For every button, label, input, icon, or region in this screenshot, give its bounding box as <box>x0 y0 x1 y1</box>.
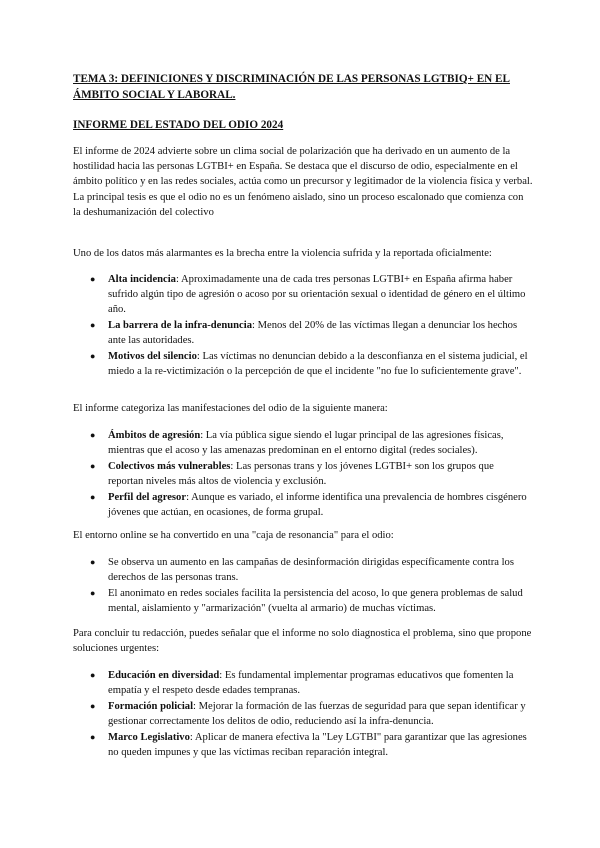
list-item: ● La barrera de la infra-denuncia: Menos del 20% de las víctimas llegan a denunciar los hechos ante las autoridades. <box>90 320 518 347</box>
bullet-icon: ● <box>90 430 96 440</box>
bullet-icon: ● <box>90 557 96 567</box>
list-item: ● Motivos del silencio: Las víctimas no denuncian debido a la desconfianza en el sistema judicial, el miedo a la re-victimización o la percepción de que el incidente "no fue lo suficientemente grave". <box>90 351 528 378</box>
list-item: ● Formación policial: Mejorar la formación de las fuerzas de seguridad para que sepan identificar y gestionar correctamente los delitos de odio, reduciendo así la infra-denuncia. <box>90 701 526 728</box>
manifestations-list <box>90 428 530 521</box>
intro-paragraph: El informe de 2024 advierte sobre un clima social de polarización que ha derivado en un aumento de la hostilidad hacia las personas LGTBI+ en España. Se destaca que el discurso de odio, especialmente en el ámbito político y en las redes sociales, actúa como un precursor y legitimador de la violencia física y verbal. La principal tesis es que el odio no es un fenómeno aislado, sino un proceso escalonado que comienza con la deshumanización del colectivo <box>73 146 533 218</box>
bullet-icon: ● <box>90 588 96 598</box>
list-item: ● Ámbitos de agresión: La vía pública sigue siendo el lugar principal de las agresiones físicas, mientras que el acoso y las amenazas predominan en el entorno digital (redes sociales). <box>90 430 504 457</box>
incidence-list <box>90 272 530 380</box>
bullet-icon: ● <box>90 670 96 680</box>
bullet-icon: ● <box>90 320 96 331</box>
categoriza-paragraph: El informe categoriza las manifestaciones del odio de la siguiente manera: <box>73 403 388 414</box>
online-list <box>90 555 530 617</box>
bullet-icon: ● <box>90 461 96 471</box>
list-item: ● Alta incidencia: Aproximadamente una de cada tres personas LGTBI+ en España afirma haber sufrido algún tipo de agresión o acoso por su orientación sexual o identidad de género en el último año. <box>90 274 526 316</box>
list-item: ● Colectivos más vulnerables: Las personas trans y los jóvenes LGTBI+ son los grupos que reportan niveles más altos de violencia y exclusión. <box>90 461 494 488</box>
concluir-paragraph: Para concluir tu redacción, puedes señalar que el informe no solo diagnostica el problema, sino que propone soluciones urgentes: <box>73 628 532 655</box>
online-paragraph: El entorno online se ha convertido en una "caja de resonancia" para el odio: <box>73 530 394 541</box>
document-title: TEMA 3: DEFINICIONES Y DISCRIMINACIÓN DE LAS PERSONAS LGTBIQ+ EN EL ÁMBITO SOCIAL Y LABORAL. <box>73 73 510 101</box>
list-item: ● Educación en diversidad: Es fundamental implementar programas educativos que fomenten la empatía y el respeto desde edades tempranas. <box>90 670 514 697</box>
bullet-icon: ● <box>90 732 96 742</box>
bullet-icon: ● <box>90 492 96 502</box>
list-item: ● El anonimato en redes sociales facilita la persistencia del acoso, lo que genera problemas de salud mental, aislamiento y "armarización" (vuelta al armario) de muchas víctimas. <box>90 588 523 615</box>
bullet-icon: ● <box>90 274 96 284</box>
list-item: ● Marco Legislativo: Aplicar de manera efectiva la "Ley LGTBI" para garantizar que las agresiones no queden impunes y que las víctimas reciban reparación integral. <box>90 732 527 759</box>
bullet-icon: ● <box>90 351 96 362</box>
solutions-list <box>90 668 530 761</box>
list-item: ● Perfil del agresor: Aunque es variado, el informe identifica una prevalencia de hombres cisgénero jóvenes que actúan, en ocasiones, de forma grupal. <box>90 492 527 519</box>
list-item: ● Se observa un aumento en las campañas de desinformación dirigidas específicamente contra los derechos de las personas trans. <box>90 557 514 584</box>
brecha-paragraph: Uno de los datos más alarmantes es la brecha entre la violencia sufrida y la reportada oficialmente: <box>73 248 492 259</box>
bullet-icon: ● <box>90 701 96 711</box>
section-subtitle: INFORME DEL ESTADO DEL ODIO 2024 <box>73 119 284 131</box>
